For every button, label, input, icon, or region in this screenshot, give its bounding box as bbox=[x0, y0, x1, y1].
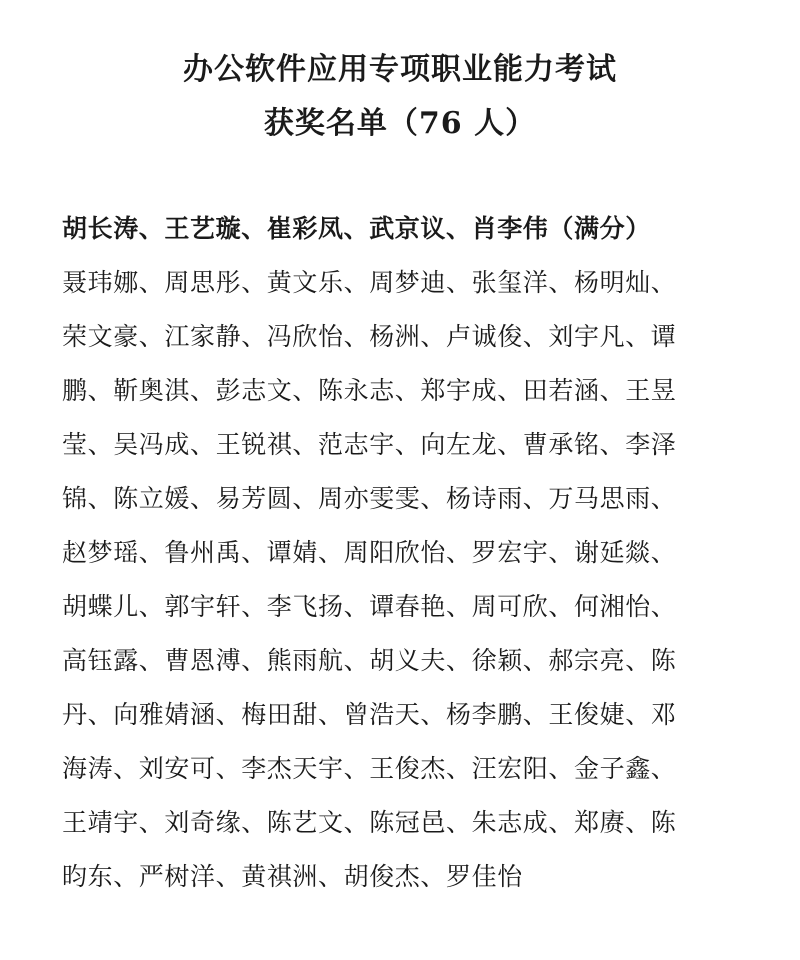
name-line: 鹏、靳奥淇、彭志文、陈永志、郑宇成、田若涵、王昱 bbox=[62, 376, 677, 405]
document-subtitle: 获奖名单（76 人） bbox=[263, 106, 537, 141]
name-line: 莹、吴冯成、王锐祺、范志宇、向左龙、曹承铭、李泽 bbox=[62, 430, 677, 459]
name-line: 荣文豪、江家静、冯欣怡、杨洲、卢诚俊、刘宇凡、谭 bbox=[62, 322, 677, 351]
name-line: 赵梦瑶、鲁州禹、谭婧、周阳欣怡、罗宏宇、谢延燚、 bbox=[62, 538, 677, 567]
name-line: 锦、陈立媛、易芳圆、周亦雯雯、杨诗雨、万马思雨、 bbox=[62, 484, 677, 513]
document-title: 办公软件应用专项职业能力考试 bbox=[183, 52, 617, 87]
full-score-line: 胡长涛、王艺璇、崔彩凤、武京议、肖李伟（满分） bbox=[62, 214, 651, 243]
name-line: 王靖宇、刘奇缘、陈艺文、陈冠邑、朱志成、郑赓、陈 bbox=[62, 808, 677, 837]
name-line: 昀东、严树洋、黄祺洲、胡俊杰、罗佳怡 bbox=[62, 862, 523, 891]
name-line: 丹、向雅婧涵、梅田甜、曾浩天、杨李鹏、王俊婕、邓 bbox=[62, 700, 677, 729]
name-line: 胡蝶儿、郭宇轩、李飞扬、谭春艳、周可欣、何湘怡、 bbox=[62, 592, 677, 621]
name-line: 高钰露、曹恩溥、熊雨航、胡义夫、徐颖、郝宗亮、陈 bbox=[62, 646, 677, 675]
name-line: 海涛、刘安可、李杰天宇、王俊杰、汪宏阳、金子鑫、 bbox=[62, 754, 677, 783]
winner-list bbox=[62, 209, 722, 911]
name-line: 聂玮娜、周思彤、黄文乐、周梦迪、张玺洋、杨明灿、 bbox=[62, 268, 677, 297]
